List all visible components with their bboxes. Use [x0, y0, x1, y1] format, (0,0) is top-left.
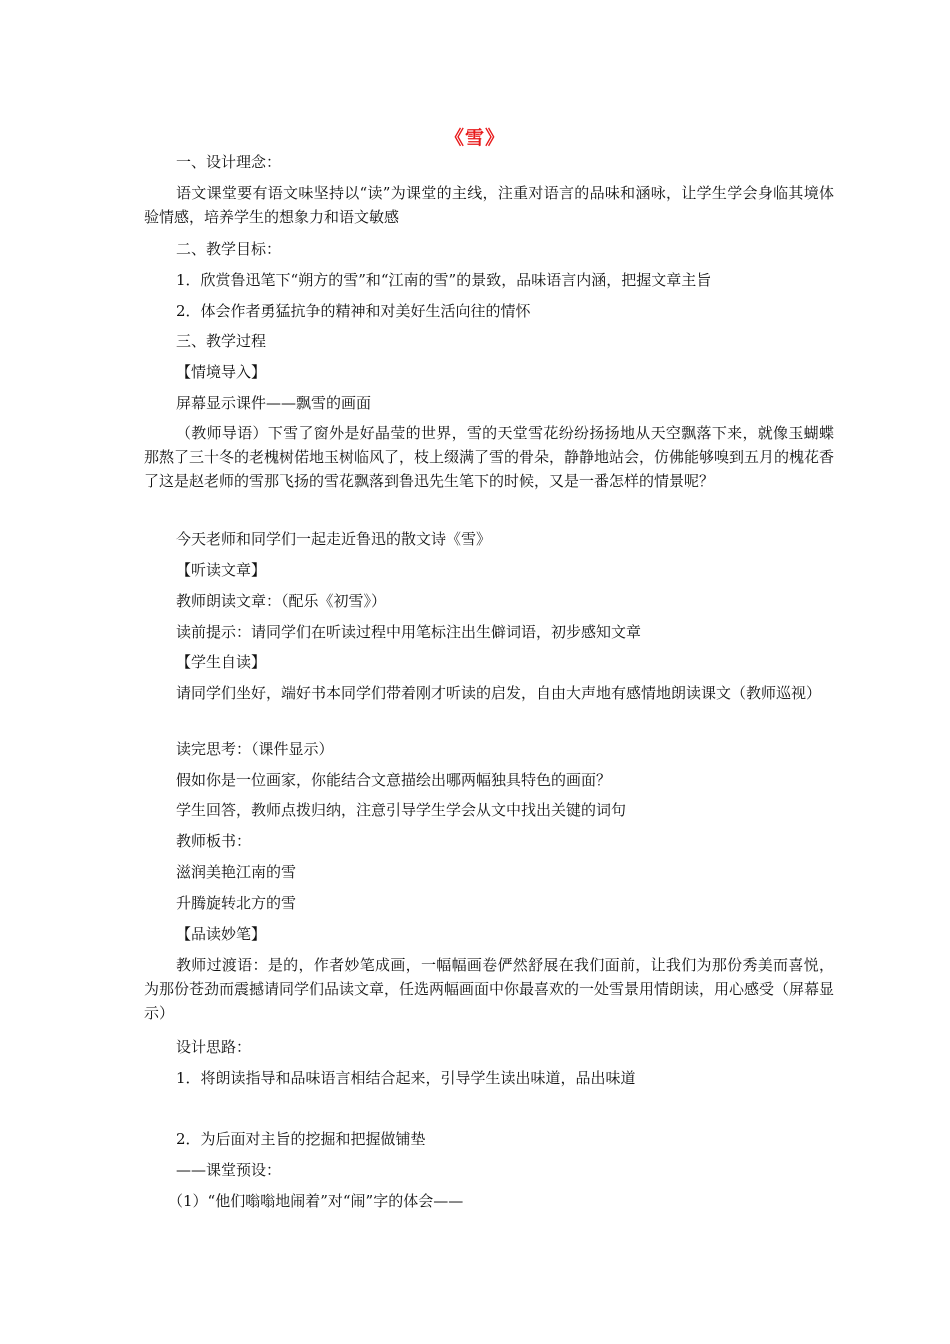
paragraph-blackboard: 教师板书： — [176, 832, 252, 850]
section-self-reading: 【学生自读】 — [176, 653, 267, 671]
paragraph-teacher-reading: 教师朗读文章：（配乐《初雪》） — [176, 592, 387, 610]
document-title: 《雪》 — [444, 127, 505, 149]
paragraph-pre-reading-tip: 读前提示：请同学们在听读过程中用笔标注出生僻词语，初步感知文章 — [176, 623, 642, 641]
paragraph-teacher-intro: （教师导语）下雪了窗外是好晶莹的世界，雪的天堂雪花纷纷扬扬地从天空飘落下来，就像玉蝴蝶那熬了三十冬的老槐树偌地玉树临风了，枝上缀满了雪的骨朵，静静地站会，仿佛能够嗅到五月的槐花香了这是赵老师的雪那飞扬的雪花飘落到鲁迅先生笔下的时候，又是一番怎样的情景呢？ — [144, 424, 835, 490]
paragraph-design-concept: 语文课堂要有语文味坚持以“读”为课堂的主线，注重对语言的品味和涵咏，让学生学会身临其境体验情感，培养学生的想象力和语文敏感 — [144, 184, 834, 226]
paragraph-student-answer: 学生回答，教师点拨归纳，注意引导学生学会从文中找出关键的词句 — [176, 801, 627, 819]
section-situation-intro: 【情境导入】 — [176, 363, 267, 381]
section-appreciate-writing: 【品读妙笔】 — [176, 925, 267, 943]
heading-teaching-process: 三、教学过程 — [176, 332, 267, 350]
goal-item-1: 1．欣赏鲁迅笔下“朔方的雪”和“江南的雪”的景致，品味语言内涵，把握文章主旨 — [176, 271, 712, 289]
preset-item-1: （1）“他们嗡嗡地闹着”对“闹”字的体会—— — [168, 1192, 464, 1210]
paragraph-self-reading-instruction: 请同学们坐好，端好书本同学们带着刚才听读的启发，自由大声地有感情地朗读课文（教师巡视） — [176, 684, 822, 702]
paragraph-approach-lu-xun: 今天老师和同学们一起走近鲁迅的散文诗《雪》 — [176, 530, 492, 548]
heading-teaching-goals: 二、教学目标： — [176, 240, 282, 258]
blackboard-line-north-snow: 升腾旋转北方的雪 — [176, 894, 297, 912]
goal-item-2: 2．体会作者勇猛抗争的精神和对美好生活向往的情怀 — [176, 302, 531, 320]
thinking-item-1: 1．将朗读指导和品味语言相结合起来，引导学生读出味道，品出味道 — [176, 1069, 636, 1087]
paragraph-after-reading-think: 读完思考：（课件显示） — [176, 740, 334, 758]
paragraph-design-thinking: 设计思路： — [176, 1038, 252, 1056]
paragraph-painter-question: 假如你是一位画家，你能结合文意描绘出哪两幅独具特色的画面？ — [176, 771, 612, 789]
thinking-item-2: 2．为后面对主旨的挖掘和把握做铺垫 — [176, 1130, 426, 1148]
blackboard-line-south-snow: 滋润美艳江南的雪 — [176, 863, 297, 881]
heading-design-concept: 一、设计理念： — [176, 153, 282, 171]
paragraph-transition: 教师过渡语：是的，作者妙笔成画，一幅幅画卷俨然舒展在我们面前，让我们为那份秀美而喜悦，为那份苍劲而震撼请同学们品读文章，任选两幅画面中你最喜欢的一处雪景用情朗读，用心感受（屏幕显示） — [144, 956, 835, 1022]
section-listen-read: 【听读文章】 — [176, 561, 267, 579]
paragraph-class-preset: ——课堂预设： — [176, 1161, 282, 1179]
paragraph-screen-courseware: 屏幕显示课件——飘雪的画面 — [176, 394, 372, 412]
